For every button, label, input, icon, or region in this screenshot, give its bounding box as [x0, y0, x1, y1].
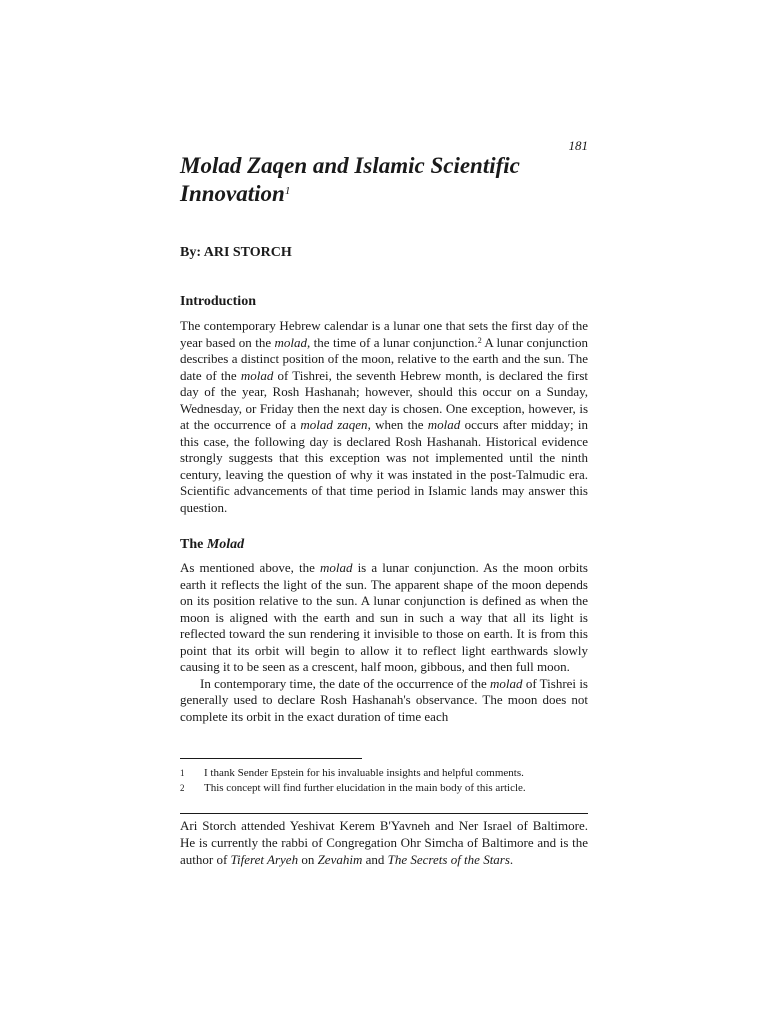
bio-separator: [180, 813, 588, 814]
section-heading-molad: The Molad: [180, 537, 245, 552]
title-text: Molad Zaqen and Islamic Scientific Innovation: [180, 153, 520, 206]
molad-paragraph-2: In contemporary time, the date of the occurrence of the molad of Tishrei is generally used to declare Rosh Hashanah's observance. The moon does not complete its orbit in the exact duration of time each: [180, 675, 588, 724]
footnote-text: This concept will find further elucidation in the main body of this article.: [204, 782, 526, 794]
page-number: 181: [568, 138, 588, 153]
footnote-text: I thank Sender Epstein for his invaluable insights and helpful comments.: [204, 767, 524, 779]
footnotes: [180, 766, 588, 796]
author-bio: Ari Storch attended Yeshivat Kerem B'Yavneh and Ner Israel of Baltimore. He is currently the rabbi of Congregation Ohr Simcha of Baltimore and is the author of Tiferet Aryeh on Zevahim and The Secrets of the Stars.: [180, 818, 588, 867]
article-title: [180, 152, 580, 208]
footnote-1: [180, 766, 588, 781]
footnote-2: [180, 781, 588, 796]
molad-paragraph-1: As mentioned above, the molad is a lunar conjunction. As the moon orbits earth it reflects the light of the sun. The apparent shape of the moon depends on its position relative to the sun. A lunar conjunction is defined as when the moon is aligned with the earth and sun in such a way that all its light is reflected toward the sun rendering it invisible to those on earth. It is from this point that its orbit will begin to allow it to reflect light earthwards slowly causing it to be seen as a crescent, half moon, gibbous, and then full moon.: [180, 560, 588, 674]
author-byline: By: ARI STORCH: [180, 245, 292, 260]
section-heading-introduction: Introduction: [180, 294, 256, 309]
introduction-body: [180, 318, 588, 516]
footnote-separator: [180, 758, 362, 759]
title-footnote-ref[interactable]: 1: [284, 185, 291, 197]
introduction-paragraph: The contemporary Hebrew calendar is a lunar one that sets the first day of the year based on the molad, the time of a lunar conjunction.$^2$ A lunar conjunction describes a distinct position of the moon, relative to the earth and the sun. The date of the molad of Tishrei, the seventh Hebrew month, is declared the first day of the year, Rosh Hashanah; however, should this occur on a Sunday, Wednesday, or Friday then the next day is chosen. One exception, however, is at the occurrence of a molad zaqen, when the molad occurs after midday; in this case, the following day is declared Rosh Hashanah. Historical evidence strongly suggests that this exception was not implemented until the ninth century, leaving the question of why it was instated in the post-Talmudic era. Scientific advancements of that time period in Islamic lands may answer this question.: [180, 318, 588, 515]
footnote-mark: 2: [180, 783, 185, 793]
footnote-mark: 1: [180, 768, 185, 778]
footnote-ref-2[interactable]: 2: [477, 335, 482, 345]
molad-body: [180, 560, 588, 725]
